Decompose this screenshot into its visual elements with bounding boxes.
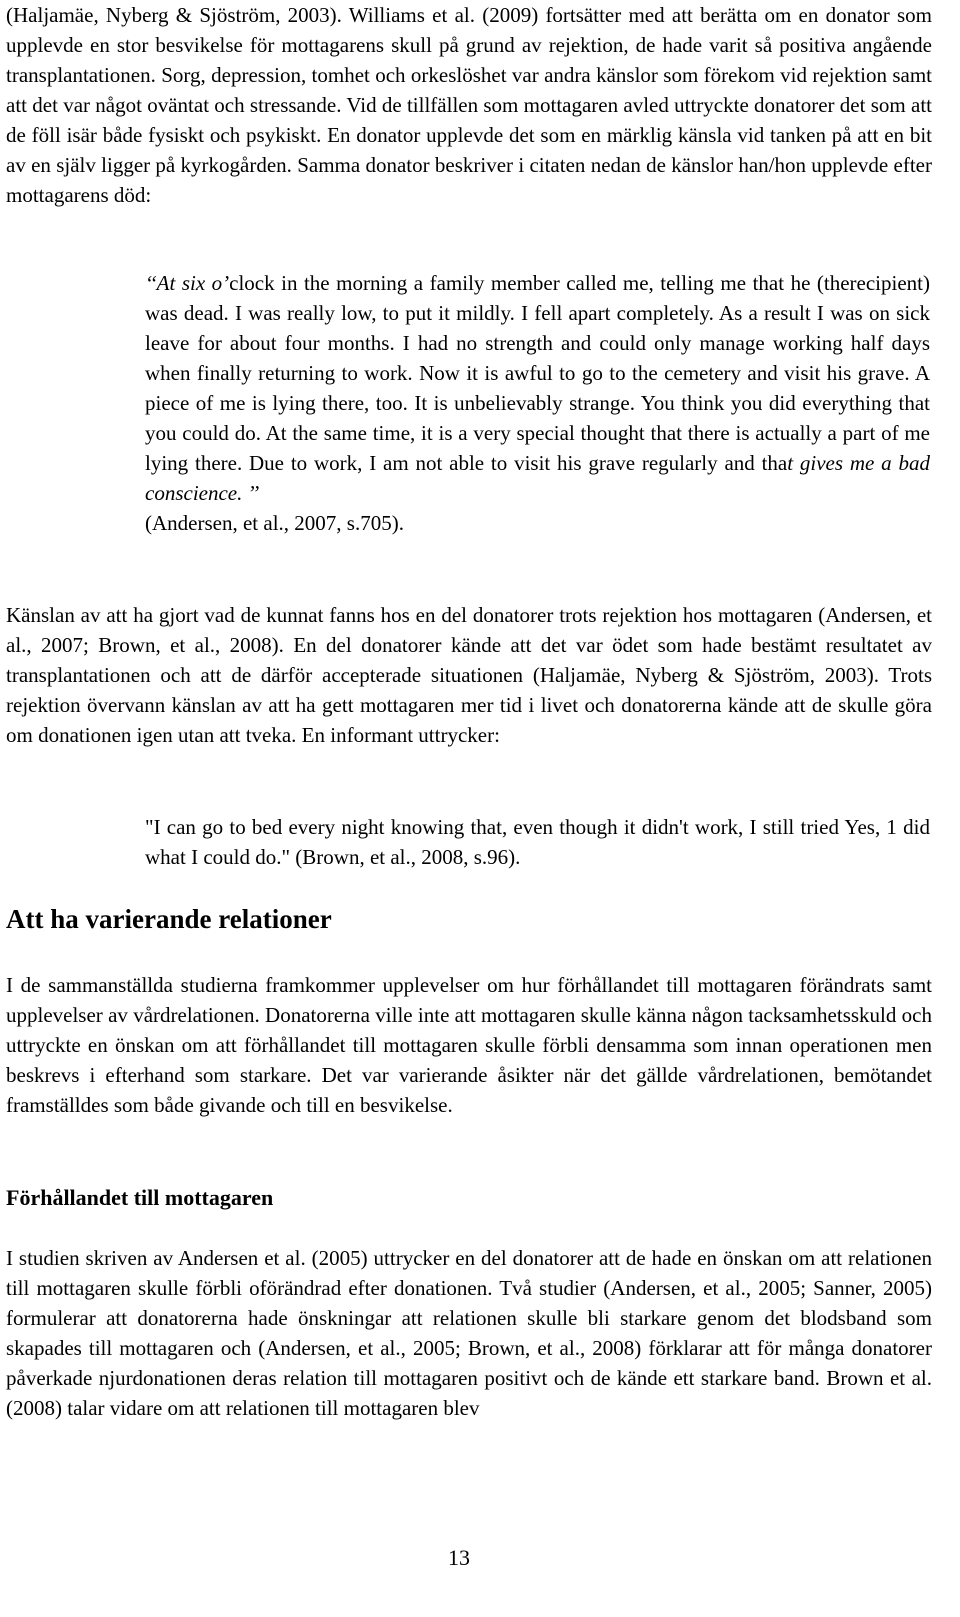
quote-citation: (Andersen, et al., 2007, s.705). [145,511,404,535]
body-paragraph: I de sammanställda studierna framkommer upplevelser om hur förhållandet till mottagaren förändrats samt upplevelser av vårdrelationen. Donatorerna ville inte att mottagaren skulle känna någon tacksamhetsskuld och uttryckte en önskan om att förhållandet till mottagaren skulle förbli densamma som innan operationen men beskrevs i efterhand som starkare. Det var varierande åsikter när det gällde vårdrelationen, bemötandet framställdes som både givande och till en besvikelse. [6,973,932,1117]
quote-close-mark: ’’ [247,481,260,505]
section-heading: Att ha varierande relationer [6,904,332,934]
page-number: 13 [448,1545,470,1570]
quote-body: clock in the morning a family member called me, telling me that he (therecipient) was dead. I was really low, to put it mildly. I fell apart completely. As a result I was on sick leave for about four months. I had no strength and could only manage working half days when finally returning to work. Now it is awful to go to the cemetery and visit his grave. A piece of me is lying there, too. It is unbelievably strange. You think you did everything that you could do. At the same time, it is a very special thought that there is actually a part of me lying there. Due to work, I am not able to visit his grave regularly and tha [145,271,930,475]
block-quote [145,268,930,538]
body-paragraph: Känslan av att ha gjort vad de kunnat fanns hos en del donatorer trots rejektion hos mottagaren (Andersen, et al., 2007; Brown, et al., 2008). En del donatorer kände att det var ödet som hade bestämt resultatet av transplantationen och att de därför accepterade situationen (Haljamäe, Nyberg & Sjöström, 2003). Trots rejektion övervann känslan av att ha gett mottagaren mer tid i livet och donatorerna kände att de skulle göra om donationen igen utan att tveka. En informant uttrycker: [6,603,932,747]
quote-lead-italic: At six o’ [156,271,230,295]
quote-tail-italic: t gives me a bad conscience. [145,451,930,505]
quote-open-mark: ‘‘ [145,271,157,295]
subsection-heading: Förhållandet till mottagaren [6,1185,274,1210]
body-paragraph: (Haljamäe, Nyberg & Sjöström, 2003). Williams et al. (2009) fortsätter med att berätta om en donator som upplevde en stor besvikelse för mottagarens skull på grund av rejektion, de hade varit så positiva angående transplantationen. Sorg, depression, tomhet och orkeslöshet var andra känslor som förekom vid rejektion samt att det var något oväntat och stressande. Vid de tillfällen som mottagaren avled uttryckte donatorer det som att de föll isär både fysiskt och psykiskt. En donator upplevde det som en märklig känsla vid tanken på att en bit av en själv ligger på kyrkogården. Samma donator beskriver i citaten nedan de känslor han/hon upplevde efter mottagarens död: [6,3,932,207]
block-quote: "I can go to bed every night knowing that, even though it didn't work, I still tried Yes, 1 did what I could do." (Brown, et al., 2008, s.96). [145,815,930,869]
body-paragraph: I studien skriven av Andersen et al. (2005) uttrycker en del donatorer att de hade en önskan om att relationen till mottagaren skulle förbli oförändrad efter donationen. Två studier (Andersen, et al., 2005; Sanner, 2005) formulerar att donatorerna hade önskningar att relationen skulle bli starkare genom det blodsband som skapades till mottagaren och (Andersen, et al., 2005; Brown, et al., 2008) förklarar att för många donatorer påverkade njurdonationen deras relation till mottagaren positivt och de kände ett starkare band. Brown et al. (2008) talar vidare om att relationen till mottagaren blev [6,1246,932,1420]
